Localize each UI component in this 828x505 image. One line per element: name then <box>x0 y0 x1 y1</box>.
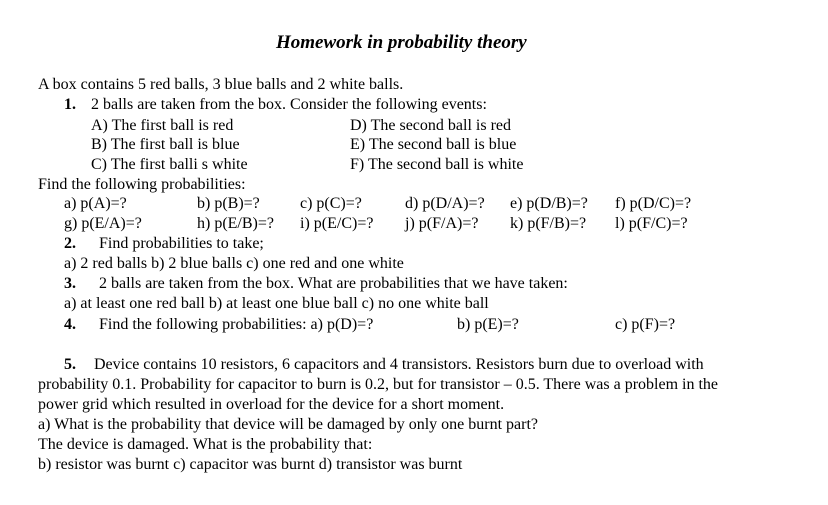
event-b: B) The first ball is blue <box>91 136 240 153</box>
problem-5-line-2: probability 0.1. Probability for capacitor to burn is 0.2, but for transistor – 0.5. There was a problem in the <box>38 376 719 393</box>
problem-3-number: 3. <box>64 275 76 292</box>
prob-d: d) p(D/A)=? <box>405 195 485 212</box>
problem-4-b: b) p(E)=? <box>457 316 519 333</box>
problem-4-text: Find the following probabilities: a) p(D)=? <box>99 316 374 333</box>
event-e: E) The second ball is blue <box>350 136 517 153</box>
page-title: Homework in probability theory <box>276 32 527 53</box>
problem-1-number: 1. <box>64 96 76 113</box>
problem-4-c: c) p(F)=? <box>615 316 676 333</box>
prob-e: e) p(D/B)=? <box>510 195 588 212</box>
problem-2-items: a) 2 red balls b) 2 blue balls c) one red and one white <box>64 255 404 272</box>
problem-3-text: 2 balls are taken from the box. What are probabilities that we have taken: <box>99 275 568 292</box>
event-c: C) The first balli s white <box>91 156 248 173</box>
problem-5-line-3: power grid which resulted in overload for the device for a short moment. <box>38 396 505 413</box>
problem-5-question-a: a) What is the probability that device will be damaged by only one burnt part? <box>38 416 538 433</box>
prob-f: f) p(D/C)=? <box>615 195 692 212</box>
problem-5-questions-bcd: b) resistor was burnt c) capacitor was burnt d) transistor was burnt <box>38 456 463 473</box>
prob-h: h) p(E/B)=? <box>197 215 274 232</box>
problem-4-number: 4. <box>64 316 76 333</box>
problem-5-number: 5. <box>64 356 76 373</box>
prob-j: j) p(F/A)=? <box>405 215 479 232</box>
prob-a: a) p(A)=? <box>64 195 127 212</box>
problem-2-text: Find probabilities to take; <box>99 235 264 252</box>
problem-2-number: 2. <box>64 235 76 252</box>
prob-l: l) p(F/C)=? <box>615 215 688 232</box>
prob-i: i) p(E/C)=? <box>300 215 374 232</box>
event-d: D) The second ball is red <box>350 117 511 134</box>
problem-1-text: 2 balls are taken from the box. Consider the following events: <box>91 96 487 113</box>
event-f: F) The second ball is white <box>350 156 524 173</box>
problem-5-line-5: The device is damaged. What is the probability that: <box>38 436 373 453</box>
prob-b: b) p(B)=? <box>197 195 260 212</box>
problem-3-items: a) at least one red ball b) at least one blue ball c) no one white ball <box>64 295 489 312</box>
problem-5-line-1: Device contains 10 resistors, 6 capacitors and 4 transistors. Resistors burn due to overload with <box>94 356 704 373</box>
prob-k: k) p(F/B)=? <box>510 215 587 232</box>
event-a: A) The first ball is red <box>91 117 234 134</box>
find-probabilities-label: Find the following probabilities: <box>38 176 246 193</box>
intro-text: A box contains 5 red balls, 3 blue balls and 2 white balls. <box>38 76 404 93</box>
prob-g: g) p(E/A)=? <box>64 215 142 232</box>
prob-c: c) p(C)=? <box>300 195 362 212</box>
